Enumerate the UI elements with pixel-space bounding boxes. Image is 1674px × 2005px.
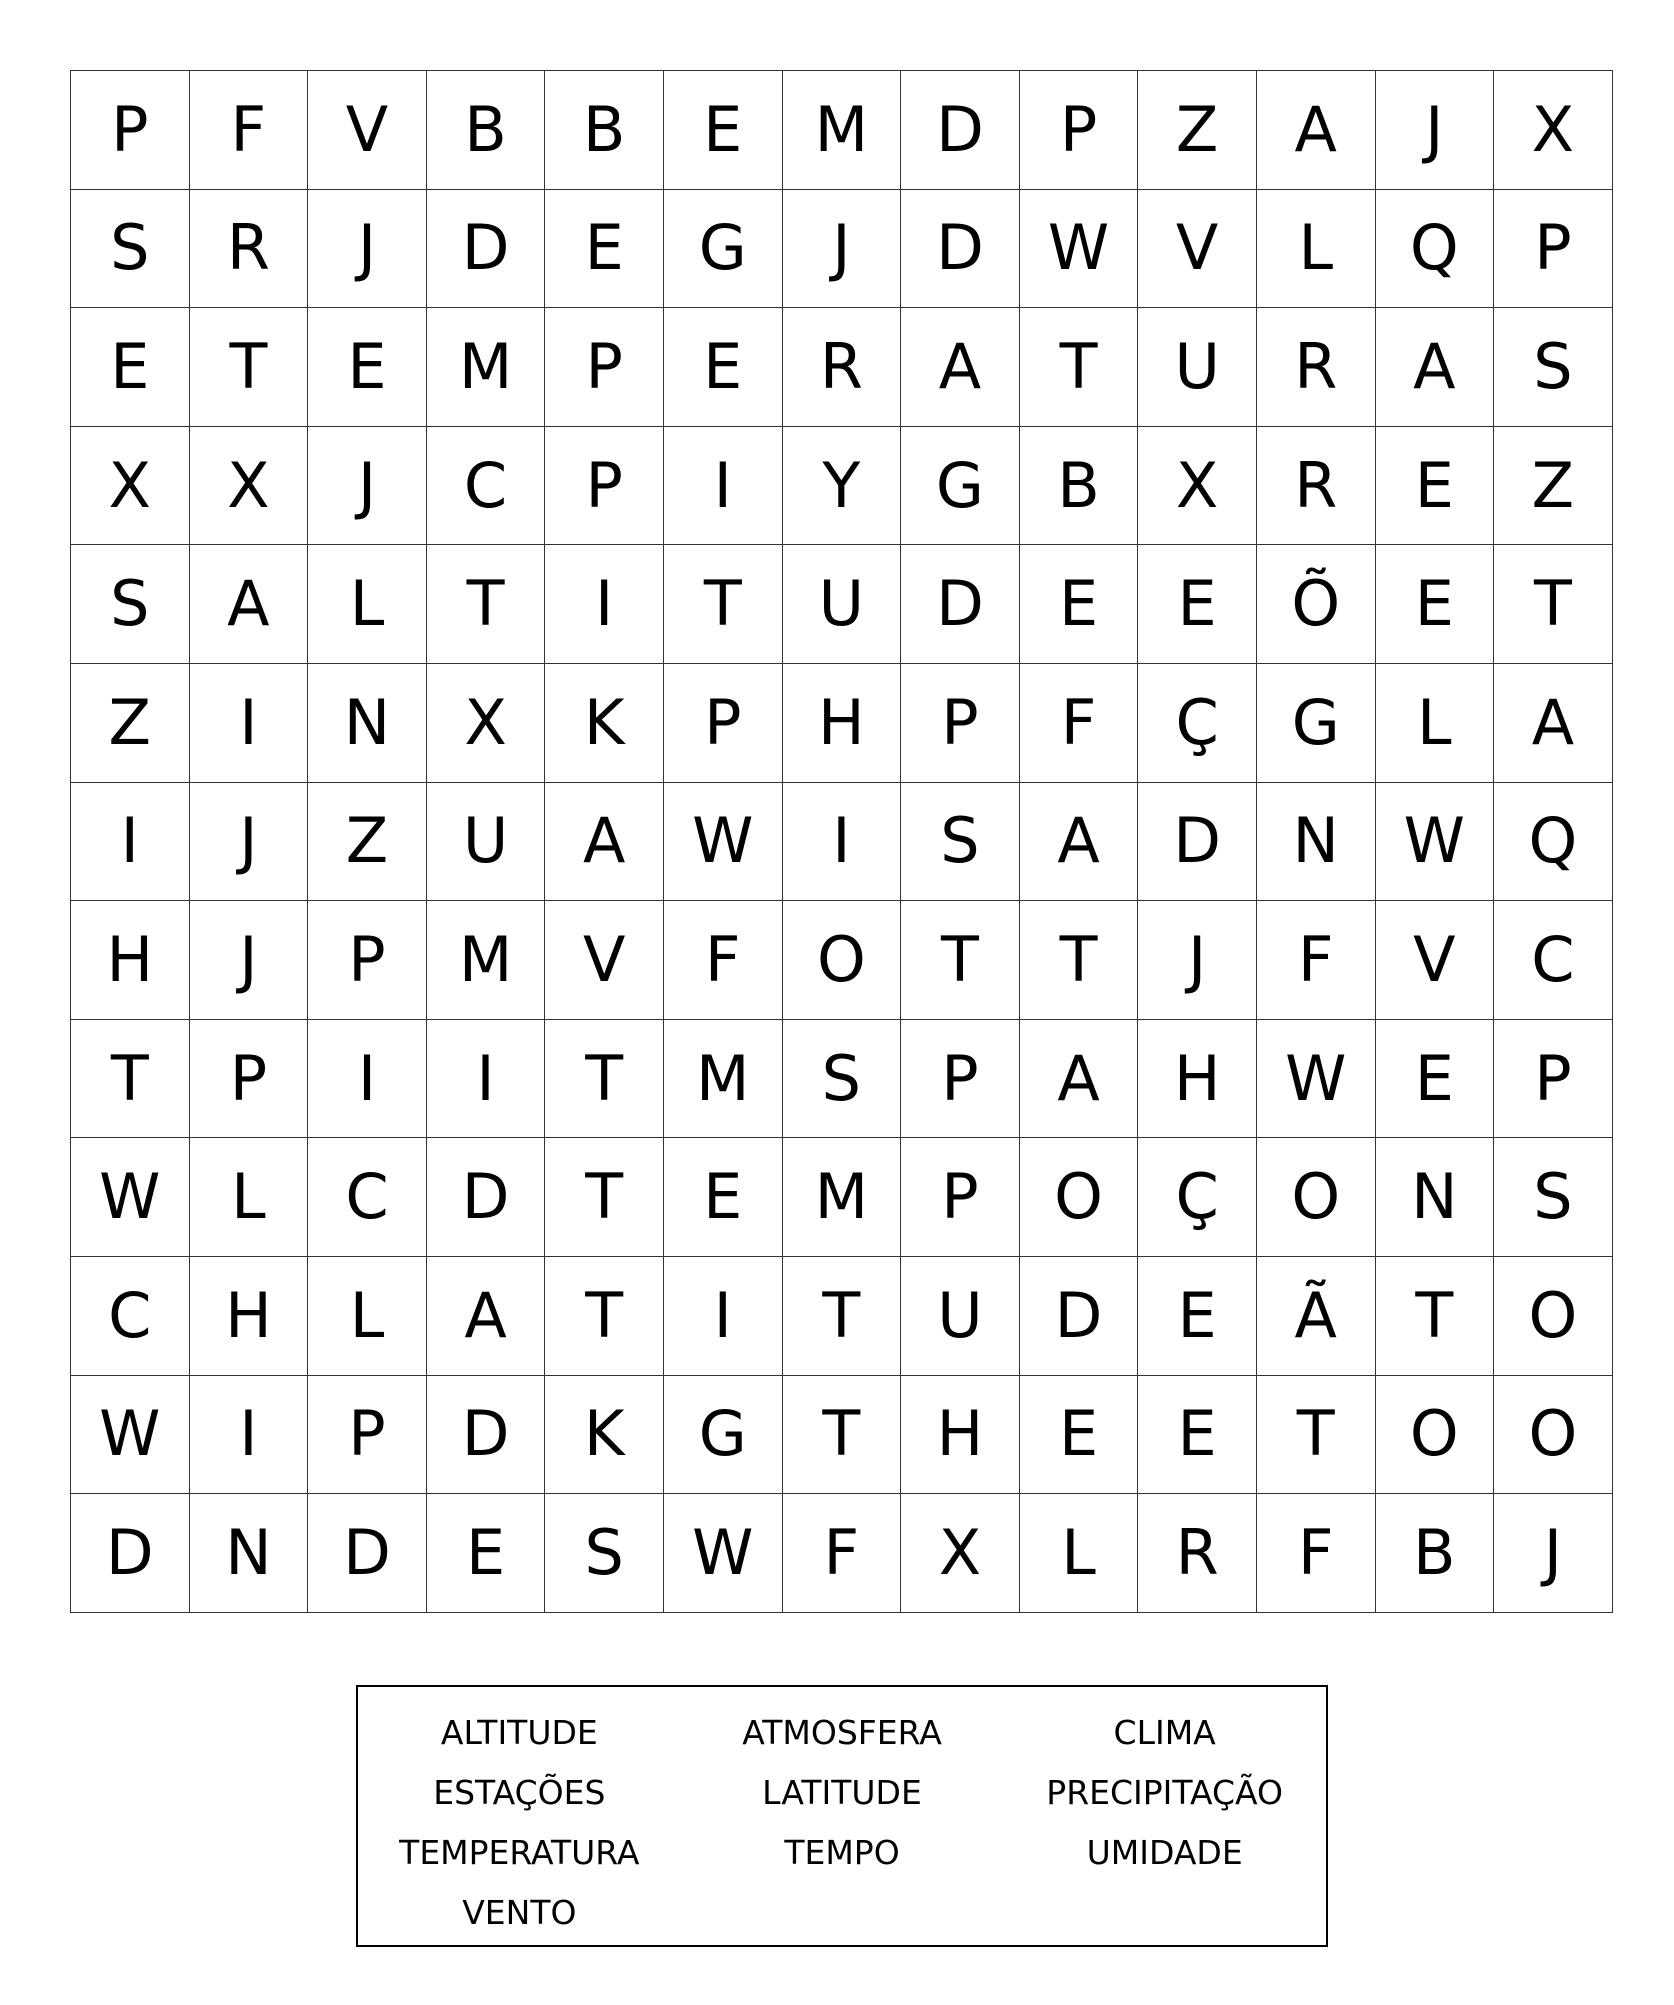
grid-cell[interactable]: F [1257, 901, 1376, 1020]
grid-cell[interactable]: T [190, 308, 309, 427]
grid-cell[interactable]: T [783, 1257, 902, 1376]
grid-cell[interactable]: P [545, 427, 664, 546]
grid-cell[interactable]: U [783, 545, 902, 664]
grid-cell[interactable]: M [783, 1138, 902, 1257]
grid-cell[interactable]: I [190, 1376, 309, 1495]
grid-cell[interactable]: E [1138, 545, 1257, 664]
grid-cell[interactable]: H [783, 664, 902, 783]
grid-cell[interactable]: Q [1376, 190, 1495, 309]
grid-cell[interactable]: E [664, 308, 783, 427]
word-list-item: LATITUDE [762, 1773, 922, 1812]
grid-cell[interactable]: T [1020, 308, 1139, 427]
grid-cell[interactable]: F [1257, 1494, 1376, 1613]
grid-cell[interactable]: R [1257, 308, 1376, 427]
grid-cell[interactable]: F [664, 901, 783, 1020]
grid-cell[interactable]: H [1138, 1020, 1257, 1139]
word-list-item: CLIMA [1113, 1713, 1216, 1752]
grid-cell[interactable]: W [664, 783, 783, 902]
grid-cell[interactable]: J [190, 901, 309, 1020]
grid-cell[interactable]: B [1020, 427, 1139, 546]
grid-cell[interactable]: P [545, 308, 664, 427]
grid-cell[interactable]: L [190, 1138, 309, 1257]
grid-cell[interactable]: I [308, 1020, 427, 1139]
grid-cell[interactable]: E [1376, 427, 1495, 546]
word-list [356, 1685, 1328, 1947]
grid-cell[interactable]: D [901, 190, 1020, 309]
grid-cell[interactable]: T [1494, 545, 1613, 664]
grid-cell[interactable]: T [783, 1376, 902, 1495]
grid-cell[interactable]: Z [1138, 71, 1257, 190]
grid-cell[interactable]: V [1376, 901, 1495, 1020]
grid-cell[interactable]: O [1494, 1257, 1613, 1376]
grid-cell[interactable]: O [1376, 1376, 1495, 1495]
grid-cell[interactable]: P [308, 901, 427, 1020]
grid-cell[interactable]: W [664, 1494, 783, 1613]
grid-cell[interactable]: J [190, 783, 309, 902]
word-list-item: PRECIPITAÇÃO [1046, 1773, 1283, 1812]
grid-cell[interactable]: I [71, 783, 190, 902]
grid-cell[interactable]: P [1020, 71, 1139, 190]
grid-cell[interactable]: X [1494, 71, 1613, 190]
grid-cell[interactable]: A [1257, 71, 1376, 190]
grid-cell[interactable]: E [1020, 545, 1139, 664]
grid-cell[interactable]: T [545, 1020, 664, 1139]
grid-cell[interactable]: J [308, 190, 427, 309]
grid-cell[interactable]: P [71, 71, 190, 190]
grid-cell[interactable]: Z [1494, 427, 1613, 546]
grid-cell[interactable]: D [71, 1494, 190, 1613]
grid-cell[interactable]: F [190, 71, 309, 190]
grid-cell[interactable]: J [1494, 1494, 1613, 1613]
grid-cell[interactable]: X [71, 427, 190, 546]
grid-cell[interactable]: C [308, 1138, 427, 1257]
grid-cell[interactable]: A [1020, 1020, 1139, 1139]
grid-cell[interactable]: J [1376, 71, 1495, 190]
grid-cell[interactable]: A [190, 545, 309, 664]
grid-cell[interactable]: M [427, 308, 546, 427]
grid-cell[interactable]: N [1257, 783, 1376, 902]
grid-cell[interactable]: O [783, 901, 902, 1020]
grid-cell[interactable]: M [664, 1020, 783, 1139]
grid-cell[interactable]: J [308, 427, 427, 546]
grid-cell[interactable]: T [545, 1138, 664, 1257]
grid-cell[interactable]: S [783, 1020, 902, 1139]
grid-cell[interactable]: P [664, 664, 783, 783]
grid-cell[interactable]: R [783, 308, 902, 427]
grid-cell[interactable]: E [1020, 1376, 1139, 1495]
grid-cell[interactable]: Ã [1257, 1257, 1376, 1376]
grid-cell[interactable]: W [1257, 1020, 1376, 1139]
grid-cell[interactable]: L [308, 545, 427, 664]
grid-cell[interactable]: W [1020, 190, 1139, 309]
grid-cell[interactable]: A [901, 308, 1020, 427]
grid-cell[interactable]: L [1020, 1494, 1139, 1613]
grid-cell[interactable]: H [901, 1376, 1020, 1495]
grid-cell[interactable]: E [545, 190, 664, 309]
grid-cell[interactable]: Ç [1138, 1138, 1257, 1257]
grid-cell[interactable]: B [427, 71, 546, 190]
grid-cell[interactable]: G [664, 190, 783, 309]
grid-cell[interactable]: C [1494, 901, 1613, 1020]
grid-cell[interactable]: Õ [1257, 545, 1376, 664]
grid-cell[interactable]: D [901, 71, 1020, 190]
grid-cell[interactable]: X [427, 664, 546, 783]
grid-cell[interactable]: E [664, 1138, 783, 1257]
grid-cell[interactable]: S [545, 1494, 664, 1613]
grid-cell[interactable]: L [308, 1257, 427, 1376]
grid-cell[interactable]: I [664, 427, 783, 546]
word-list-item: TEMPERATURA [399, 1833, 640, 1872]
grid-cell[interactable]: T [901, 901, 1020, 1020]
grid-cell[interactable]: L [1376, 664, 1495, 783]
grid-cell[interactable]: Z [71, 664, 190, 783]
grid-cell[interactable]: J [1138, 901, 1257, 1020]
grid-cell[interactable]: S [71, 545, 190, 664]
grid-cell[interactable]: A [1494, 664, 1613, 783]
grid-cell[interactable]: O [1494, 1376, 1613, 1495]
grid-cell[interactable]: T [71, 1020, 190, 1139]
grid-cell[interactable]: T [664, 545, 783, 664]
grid-cell[interactable]: U [901, 1257, 1020, 1376]
grid-cell[interactable]: P [901, 1020, 1020, 1139]
grid-cell[interactable]: J [783, 190, 902, 309]
grid-cell[interactable]: I [190, 664, 309, 783]
grid-cell[interactable]: F [783, 1494, 902, 1613]
grid-cell[interactable]: T [1376, 1257, 1495, 1376]
grid-cell[interactable]: B [1376, 1494, 1495, 1613]
grid-cell[interactable]: D [427, 190, 546, 309]
grid-cell[interactable]: D [1020, 1257, 1139, 1376]
grid-cell[interactable]: E [664, 71, 783, 190]
grid-cell[interactable]: L [1257, 190, 1376, 309]
grid-cell[interactable]: I [664, 1257, 783, 1376]
grid-cell[interactable]: T [1020, 901, 1139, 1020]
grid-cell[interactable]: Q [1494, 783, 1613, 902]
word-list-item: UMIDADE [1086, 1833, 1243, 1872]
grid-cell[interactable]: G [664, 1376, 783, 1495]
grid-cell[interactable]: H [71, 901, 190, 1020]
grid-cell[interactable]: K [545, 664, 664, 783]
grid-cell[interactable]: G [1257, 664, 1376, 783]
grid-cell[interactable]: V [308, 71, 427, 190]
grid-cell[interactable]: O [1020, 1138, 1139, 1257]
grid-cell[interactable]: N [1376, 1138, 1495, 1257]
word-list-item: VENTO [462, 1893, 577, 1932]
grid-cell[interactable]: X [1138, 427, 1257, 546]
grid-cell[interactable]: C [427, 427, 546, 546]
grid-cell[interactable]: V [1138, 190, 1257, 309]
grid-cell[interactable]: U [1138, 308, 1257, 427]
grid-cell[interactable]: C [71, 1257, 190, 1376]
grid-cell[interactable]: D [427, 1138, 546, 1257]
grid-cell[interactable]: T [1257, 1376, 1376, 1495]
grid-cell[interactable]: E [1138, 1257, 1257, 1376]
grid-cell[interactable]: M [427, 901, 546, 1020]
grid-cell[interactable]: P [901, 1138, 1020, 1257]
grid-cell[interactable]: Ç [1138, 664, 1257, 783]
grid-cell[interactable]: D [901, 545, 1020, 664]
grid-cell[interactable]: B [545, 71, 664, 190]
grid-cell[interactable]: E [71, 308, 190, 427]
grid-cell[interactable]: N [190, 1494, 309, 1613]
grid-cell[interactable]: A [1020, 783, 1139, 902]
grid-cell[interactable]: E [1376, 545, 1495, 664]
grid-cell[interactable]: Y [783, 427, 902, 546]
grid-cell[interactable]: A [1376, 308, 1495, 427]
grid-cell[interactable]: H [190, 1257, 309, 1376]
grid-cell[interactable]: W [1376, 783, 1495, 902]
grid-cell[interactable]: E [1138, 1376, 1257, 1495]
grid-cell[interactable]: S [71, 190, 190, 309]
grid-cell[interactable]: R [190, 190, 309, 309]
grid-cell[interactable]: P [901, 664, 1020, 783]
grid-cell[interactable]: S [1494, 1138, 1613, 1257]
grid-cell[interactable]: W [71, 1138, 190, 1257]
grid-cell[interactable]: E [427, 1494, 546, 1613]
grid-cell[interactable]: P [190, 1020, 309, 1139]
grid-cell[interactable]: K [545, 1376, 664, 1495]
grid-cell[interactable]: E [1376, 1020, 1495, 1139]
grid-cell[interactable]: X [190, 427, 309, 546]
grid-cell[interactable]: O [1257, 1138, 1376, 1257]
word-list-item: ATMOSFERA [742, 1713, 942, 1752]
grid-cell[interactable]: Z [308, 783, 427, 902]
grid-cell[interactable]: D [427, 1376, 546, 1495]
grid-cell[interactable]: V [545, 901, 664, 1020]
word-list-item: ESTAÇÕES [433, 1773, 606, 1812]
word-list-item: ALTITUDE [440, 1713, 598, 1752]
grid-cell[interactable]: M [783, 71, 902, 190]
grid-cell[interactable]: P [1494, 1020, 1613, 1139]
grid-cell[interactable]: P [1494, 190, 1613, 309]
grid-cell[interactable]: A [545, 783, 664, 902]
letter-grid [70, 70, 1613, 1613]
grid-cell[interactable]: U [427, 783, 546, 902]
grid-cell[interactable]: W [71, 1376, 190, 1495]
grid-cell[interactable]: T [427, 545, 546, 664]
grid-cell[interactable]: D [1138, 783, 1257, 902]
grid-cell[interactable]: E [308, 308, 427, 427]
grid-cell[interactable]: N [308, 664, 427, 783]
grid-cell[interactable]: R [1257, 427, 1376, 546]
grid-cell[interactable]: I [783, 783, 902, 902]
word-list-item: TEMPO [784, 1833, 900, 1872]
grid-cell[interactable]: A [427, 1257, 546, 1376]
grid-cell[interactable]: D [308, 1494, 427, 1613]
grid-cell[interactable]: P [308, 1376, 427, 1495]
grid-cell[interactable]: T [545, 1257, 664, 1376]
grid-cell[interactable]: S [901, 783, 1020, 902]
grid-cell[interactable]: X [901, 1494, 1020, 1613]
grid-cell[interactable]: G [901, 427, 1020, 546]
grid-cell[interactable]: I [545, 545, 664, 664]
grid-cell[interactable]: R [1138, 1494, 1257, 1613]
grid-cell[interactable]: S [1494, 308, 1613, 427]
grid-cell[interactable]: I [427, 1020, 546, 1139]
grid-cell[interactable]: F [1020, 664, 1139, 783]
